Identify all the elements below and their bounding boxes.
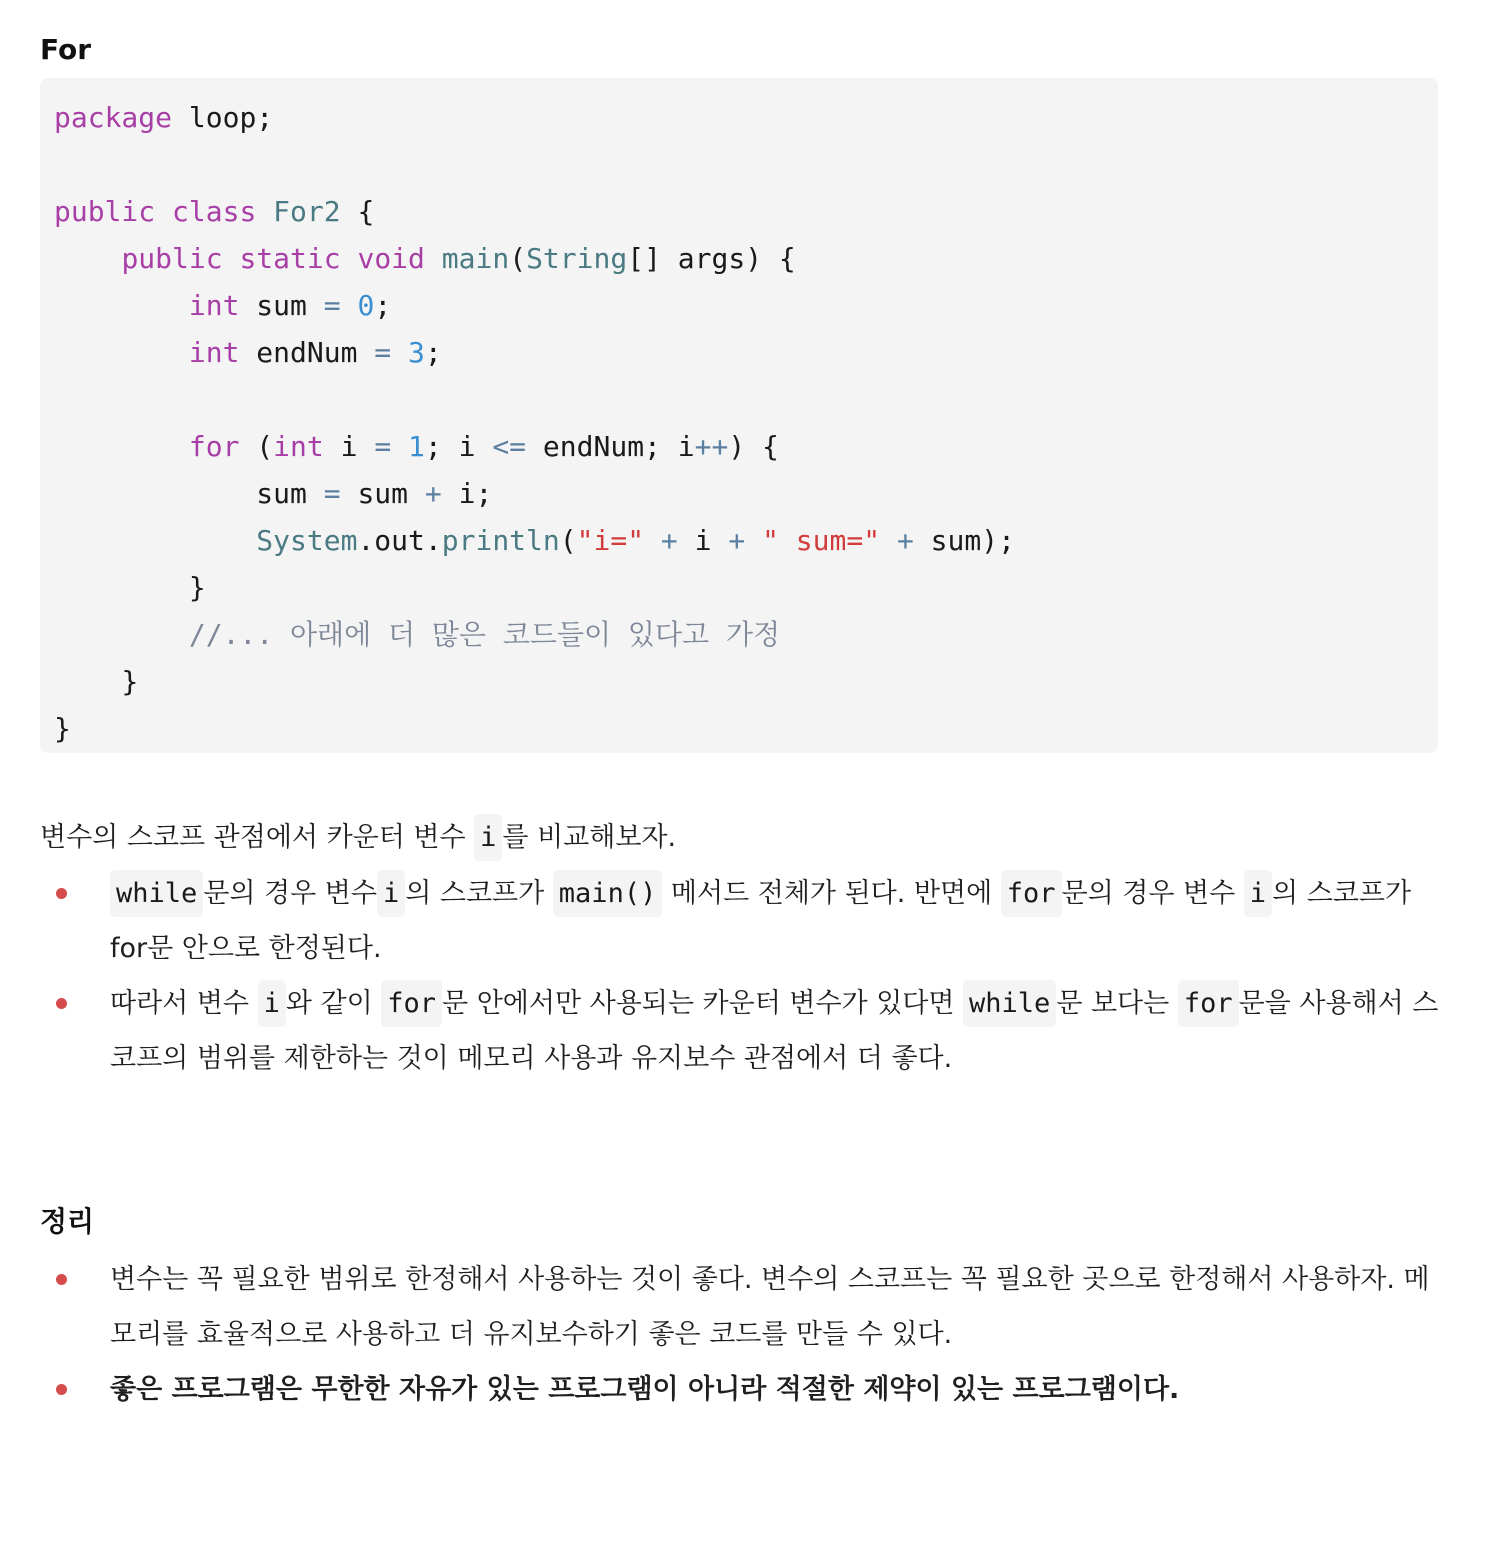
code-line: }: [54, 712, 71, 745]
scope-bullet-list: [0, 866, 1512, 1086]
code-line: [54, 141, 1438, 188]
code-line: }: [188, 571, 206, 604]
inline-code: i: [377, 870, 405, 917]
inline-code: i: [1244, 870, 1272, 917]
intro-paragraph: 변수의 스코프 관점에서 카운터 변수 i 를 비교해보자.: [40, 810, 676, 866]
code-line: [54, 376, 1438, 423]
bullet-icon: [56, 1384, 67, 1395]
code-comment: //... 아래에 더 많은 코드들이 있다고 가정: [188, 618, 781, 651]
inline-code: while: [110, 870, 203, 917]
code-line: int sum = 0;: [188, 289, 392, 322]
bullet-icon: [56, 1274, 67, 1285]
bullet-icon: [56, 888, 67, 899]
summary-bullet-list: [0, 1252, 1512, 1417]
inline-code: for: [1178, 980, 1239, 1027]
inline-code: main(): [553, 870, 663, 917]
inline-code: i: [474, 814, 502, 861]
inline-code: while: [963, 980, 1056, 1027]
inline-code: for: [381, 980, 442, 1027]
code-line: package loop;: [54, 101, 274, 134]
section-heading-summary: 정리: [40, 1205, 95, 1238]
code-line: public static void main(String[] args) {: [121, 242, 796, 275]
list-item: 따라서 변수 i 와 같이 for 문 안에서만 사용되는 카운터 변수가 있다면 while 문 보다는 for 문을 사용해서 스코프의 범위를 제한하는 것이 메모리 사용과 유지보수 관점에서 더 좋다.: [0, 976, 1512, 1086]
list-item: while 문의 경우 변수 i 의 스코프가 main() 메서드 전체가 된다. 반면에 for 문의 경우 변수 i 의 스코프가 for문 안으로 한정된다.: [0, 866, 1512, 976]
code-block[interactable]: [40, 78, 1438, 753]
section-heading-for: For: [40, 33, 92, 66]
bullet-icon: [56, 998, 67, 1009]
list-item: 좋은 프로그램은 무한한 자유가 있는 프로그램이 아니라 적절한 제약이 있는 프로그램이다.: [0, 1362, 1512, 1417]
inline-code: for: [1001, 870, 1062, 917]
code-line: System.out.println("i=" + i + " sum=" + sum);: [256, 524, 1015, 557]
code-line: }: [121, 665, 139, 698]
list-item: 변수는 꼭 필요한 범위로 한정해서 사용하는 것이 좋다. 변수의 스코프는 꼭 필요한 곳으로 한정해서 사용하자. 메모리를 효율적으로 사용하고 더 유지보수하기 좋은 코드를 만들 수 있다.: [0, 1252, 1512, 1362]
code-line: for (int i = 1; i <= endNum; i++) {: [188, 430, 779, 463]
code-line: [54, 611, 1438, 658]
code-line: int endNum = 3;: [188, 336, 442, 369]
code-line: public class For2 {: [54, 195, 375, 228]
code-line: sum = sum + i;: [256, 477, 493, 510]
inline-code: i: [258, 980, 286, 1027]
